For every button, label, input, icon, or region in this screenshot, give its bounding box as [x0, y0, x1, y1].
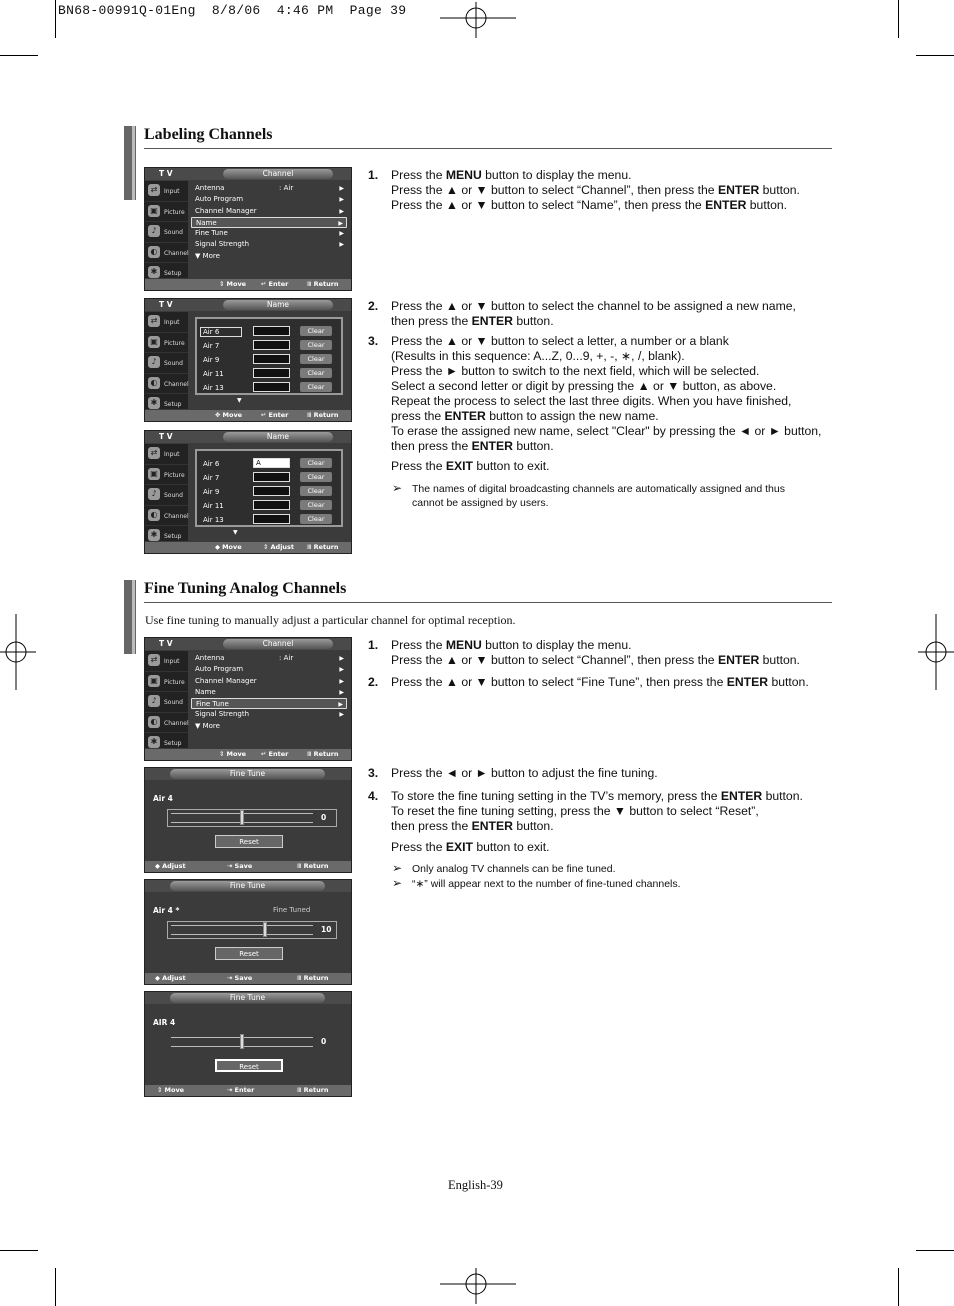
osd-text: Enter: [268, 280, 289, 288]
osd-text: Fine Tune: [170, 993, 325, 1003]
osd-text: Sound: [164, 699, 183, 706]
osd-text: T V: [159, 300, 173, 309]
osd-text: Name: [196, 218, 217, 227]
osd-text: 1.: [368, 638, 379, 652]
osd-text: Input: [164, 658, 180, 665]
osd-text: Return: [313, 543, 339, 551]
osd-text: Air 11: [203, 370, 224, 378]
note-arrow-icon: ➢: [392, 876, 403, 890]
osd-text: Setup: [164, 740, 182, 747]
osd-menu-row: ▼ More: [195, 251, 220, 260]
osd-text: 1.: [368, 168, 379, 182]
osd-text: Press the ▲ or ▼ button to select a letter, a number or a blank: [391, 334, 729, 348]
osd-text: Air 9: [203, 356, 220, 364]
osd-text: Channel: [164, 380, 189, 388]
osd-text: Move: [226, 750, 247, 758]
osd-text: To erase the assigned new name, select "Clear" by pressing the ◄ or ► button,: [391, 424, 822, 438]
osd-footer: ⇕ Move ↵ Enter Ⅲ Return: [145, 279, 351, 290]
osd-text: Antenna: [195, 184, 225, 192]
osd-channel-menu-finetune: T V Channel ⇄ Input ▣ Picture ♪ Sound ◐ Channel ✱ Setup Antenna : Air ▶ Auto Program ▶ Channel Manager ▶ Name ▶ Fine Tune ▶ Signal Strength ▶ ▼ More ⇕ Move ↵ Enter Ⅲ Return: [144, 637, 352, 761]
crop-mark: [55, 0, 56, 38]
osd-text: Channel: [164, 719, 189, 727]
osd-text: Clear: [300, 354, 332, 364]
osd-menu-row-selected: Name ▶: [191, 217, 347, 228]
osd-channel-menu-name: [144, 167, 352, 291]
osd-text: Name: [195, 687, 216, 696]
osd-text: Reset: [215, 947, 283, 960]
osd-text: Adjust: [162, 862, 186, 870]
finetune-step-3: [368, 766, 658, 781]
osd-side-label: Channel: [164, 249, 189, 257]
reset-button: Reset: [215, 835, 283, 848]
finetune-step-1: [368, 638, 800, 668]
osd-text: Sound: [164, 360, 183, 367]
osd-text: Fine Tune: [170, 881, 325, 891]
name-row: [203, 354, 325, 366]
osd-text: Air 11: [203, 502, 224, 510]
osd-text: Auto Program: [195, 665, 244, 674]
osd-text: Antenna: [195, 654, 225, 662]
osd-text: Air 9: [203, 488, 220, 496]
osd-text: T V: [159, 639, 173, 648]
crop-mark: [0, 55, 38, 56]
osd-title: Channel: [223, 169, 333, 179]
osd-fine-tune-reset: Fine Tune AIR 4 0 Reset ⇕ Move ⇥ Enter Ⅲ Return: [144, 991, 352, 1097]
osd-text: Return: [313, 750, 339, 758]
crop-mark: [55, 1268, 56, 1306]
name-row: [203, 340, 325, 352]
osd-text: 0: [321, 1037, 327, 1046]
osd-text: Repeat the process to select the last three digits. When you have finished,: [391, 394, 792, 408]
osd-text: Clear: [300, 382, 332, 392]
osd-text: “∗” will appear next to the number of fine-tuned channels.: [412, 878, 681, 890]
osd-text: Move: [164, 1086, 185, 1094]
osd-text: Name: [223, 432, 333, 442]
osd-text: Fine Tune: [170, 769, 325, 779]
osd-text: Air 7: [203, 474, 220, 482]
osd-text: Setup: [164, 533, 182, 540]
osd-text: Clear: [300, 340, 332, 350]
osd-side-menu: [145, 181, 188, 278]
finetune-step-4: [368, 789, 803, 834]
osd-text: Input: [164, 451, 180, 458]
osd-fine-tune-adjusted: Fine Tune Air 4 * Fine Tuned 10 Reset ◆ Adjust ⇥ Save Ⅲ Return: [144, 879, 352, 985]
name-row-selected: [203, 326, 325, 338]
section-title-finetune: Fine Tuning Analog Channels: [144, 580, 347, 597]
osd-side-label: Input: [164, 188, 180, 195]
osd-text: Return: [313, 280, 339, 288]
osd-text: press the ENTER button to assign the new name.: [391, 409, 659, 423]
osd-text: : Air: [279, 184, 294, 192]
osd-menu-row: Signal Strength ▶: [195, 240, 344, 249]
osd-text: Press the ▲ or ▼ button to select “Fine Tune”, then press the ENTER button.: [391, 675, 809, 689]
osd-text: To store the fine tuning setting in the TV’s memory, press the ENTER button.: [391, 789, 803, 803]
osd-text: Channel: [164, 512, 189, 520]
osd-text: Reset: [215, 1059, 283, 1072]
crop-mark: [916, 55, 954, 56]
osd-text: Clear: [300, 514, 332, 524]
osd-text: Select a second letter or digit by pressing the ▲ or ▼ button, as above.: [391, 379, 777, 393]
labeling-step-3: [368, 334, 822, 454]
osd-text: Air 6: [200, 327, 242, 337]
osd-name-list: T V Name ⇄ Input ▣ Picture ♪ Sound ◐ Channel ✱ Setup Air 6 Clear Air 7 Clear Air 9 Clear Air 11 Clear Air 13 Clear ▼ ✥ Move ↵ Enter Ⅲ Return: [144, 298, 352, 422]
labeling-step-1: [368, 168, 800, 213]
setup-icon: ✱: [148, 266, 160, 278]
osd-text: Input: [164, 319, 180, 326]
osd-text: then press the ENTER button.: [391, 819, 554, 833]
name-list-box: [195, 317, 343, 395]
osd-text: Picture: [164, 678, 185, 686]
osd-name-edit: T V Name ⇄ Input ▣ Picture ♪ Sound ◐ Channel ✱ Setup Air 6 A Clear Air 7 Clear Air 9 Clear Air 11 Clear Air 13 Clear ▼ ◆ Move ⇕ Adjust Ⅲ Return: [144, 430, 352, 554]
picture-icon: ▣: [148, 205, 160, 217]
osd-text: Adjust: [162, 974, 186, 982]
osd-text: Press the ▲ or ▼ button to select “Channel”, then press the ENTER button.: [391, 183, 800, 197]
osd-tv-label: T V: [159, 169, 173, 178]
osd-fine-tune-default: Fine Tune Air 4 0 Reset ◆ Adjust ⇥ Save Ⅲ Return: [144, 767, 352, 873]
osd-text: Only analog TV channels can be fine tuned.: [412, 863, 616, 875]
section-side-bar-stripe: [132, 580, 135, 654]
osd-menu-row: Channel Manager ▶: [195, 206, 344, 215]
labeling-exit: Press the EXIT button to exit.: [391, 459, 550, 473]
osd-text: Enter: [268, 750, 289, 758]
osd-text: Enter: [268, 411, 289, 419]
osd-text: Fine Tune: [196, 700, 229, 709]
osd-text: More: [202, 251, 220, 260]
name-edit-field: A: [253, 458, 290, 468]
osd-text: Clear: [300, 472, 332, 482]
finetune-intro: Use fine tuning to manually adjust a particular channel for optimal reception.: [145, 613, 516, 627]
osd-text: Clear: [300, 500, 332, 510]
osd-text: then press the ENTER button.: [391, 439, 554, 453]
osd-text: Return: [303, 974, 329, 982]
osd-text: Press the ◄ or ► button to adjust the fine tuning.: [391, 766, 658, 780]
osd-text: Setup: [164, 401, 182, 408]
page-number: English-39: [448, 1178, 503, 1192]
section-side-bar-stripe: [132, 126, 135, 200]
osd-text: 3.: [368, 766, 379, 780]
osd-text: Air 13: [203, 384, 224, 392]
osd-side-label: Picture: [164, 208, 185, 216]
osd-text: Signal Strength: [195, 710, 250, 719]
registration-mark-left: [0, 612, 40, 692]
section-rule: [144, 602, 832, 603]
osd-text: Press the ▲ or ▼ button to select the channel to be assigned a new name,: [391, 299, 796, 313]
osd-text: To reset the fine tuning setting, press the ▼ button to select “Reset”,: [391, 804, 759, 818]
osd-text: Clear: [300, 486, 332, 496]
name-row: [203, 382, 325, 394]
sound-icon: ♪: [148, 225, 160, 237]
osd-text: Picture: [164, 339, 185, 347]
osd-text: Channel Manager: [195, 206, 257, 215]
osd-text: then press the ENTER button.: [391, 314, 554, 328]
osd-text: Clear: [300, 368, 332, 378]
osd-text: More: [202, 721, 220, 730]
finetune-note: [392, 876, 681, 891]
osd-text: Name: [223, 300, 333, 310]
registration-mark-top: [440, 0, 520, 40]
osd-text: Channel: [223, 639, 333, 649]
osd-text: Return: [303, 1086, 329, 1094]
osd-text: Air 13: [203, 516, 224, 524]
note-arrow-icon: ➢: [392, 481, 403, 495]
input-icon: ⇄: [148, 184, 160, 196]
osd-text: 3.: [368, 334, 379, 348]
osd-menu-row: Auto Program ▶: [195, 195, 344, 204]
name-row: [203, 368, 325, 380]
osd-text: Clear: [300, 458, 332, 468]
osd-text: T V: [159, 432, 173, 441]
finetune-step-2: [368, 675, 809, 690]
crop-mark: [0, 1250, 38, 1251]
finetune-note: [392, 861, 616, 876]
registration-mark-bottom: [440, 1266, 520, 1306]
osd-text: Fine Tune: [195, 229, 228, 238]
osd-text: (Results in this sequence: A...Z, 0...9, +, -, ∗, /, blank).: [391, 349, 685, 363]
osd-text: Picture: [164, 471, 185, 479]
osd-text: : Air: [279, 654, 294, 662]
osd-text: Move: [222, 543, 242, 551]
osd-text: 10: [321, 925, 332, 934]
osd-text: 2.: [368, 299, 379, 313]
registration-mark-right: [914, 612, 954, 692]
osd-text: cannot be assigned by users.: [412, 497, 549, 509]
osd-text: The names of digital broadcasting channels are automatically assigned and thus: [412, 483, 785, 495]
note-arrow-icon: ➢: [392, 861, 403, 875]
osd-text: Press the MENU button to display the menu.: [391, 168, 632, 182]
osd-text: Save: [234, 974, 253, 982]
osd-text: Move: [222, 411, 243, 419]
osd-text: Channel Manager: [195, 676, 257, 685]
osd-text: Press the ▲ or ▼ button to select “Channel”, then press the ENTER button.: [391, 653, 800, 667]
osd-side-label: Setup: [164, 270, 182, 277]
osd-text: Move: [226, 280, 247, 288]
osd-text: Signal Strength: [195, 240, 250, 249]
labeling-step-2: [368, 299, 796, 329]
crop-mark: [898, 0, 899, 38]
osd-text: Return: [313, 411, 339, 419]
osd-text: Air 6: [203, 460, 220, 468]
osd-text: 0: [321, 813, 327, 822]
labeling-note: [392, 481, 785, 510]
osd-menu-row: Antenna : Air ▶: [195, 184, 344, 192]
osd-text: Sound: [164, 492, 183, 499]
osd-text: Press the ▲ or ▼ button to select “Name”, then press the ENTER button.: [391, 198, 788, 212]
scroll-down-icon: ▼: [237, 397, 242, 404]
osd-text: 2.: [368, 675, 379, 689]
osd-text: Enter: [234, 1086, 255, 1094]
osd-text: AIR 4: [153, 1018, 176, 1027]
osd-text: Auto Program: [195, 195, 244, 204]
osd-text: Press the MENU button to display the menu.: [391, 638, 632, 652]
crop-mark: [898, 1268, 899, 1306]
osd-text: Air 4: [153, 794, 173, 803]
finetune-exit: Press the EXIT button to exit.: [391, 840, 550, 854]
osd-text: Air 4 *: [153, 906, 180, 915]
section-rule: [144, 148, 832, 149]
osd-text: Adjust: [270, 543, 295, 551]
osd-text: Air 7: [203, 342, 220, 350]
channel-icon: ◐: [148, 246, 160, 258]
osd-side-label: Sound: [164, 229, 183, 236]
section-title-labeling: Labeling Channels: [144, 126, 273, 143]
osd-menu-row: Fine Tune ▶: [195, 229, 344, 238]
osd-text: Press the ► button to switch to the next field, which will be selected.: [391, 364, 760, 378]
osd-text: Save: [234, 862, 253, 870]
osd-text: Fine Tuned: [273, 906, 311, 914]
osd-text: Clear: [300, 326, 332, 336]
print-header-code: BN68-00991Q-01Eng 8/8/06 4:46 PM Page 39: [58, 3, 407, 18]
osd-text: 4.: [368, 789, 379, 803]
osd-text: Return: [303, 862, 329, 870]
fine-tune-slider-knob: [240, 810, 244, 825]
crop-mark: [916, 1250, 954, 1251]
